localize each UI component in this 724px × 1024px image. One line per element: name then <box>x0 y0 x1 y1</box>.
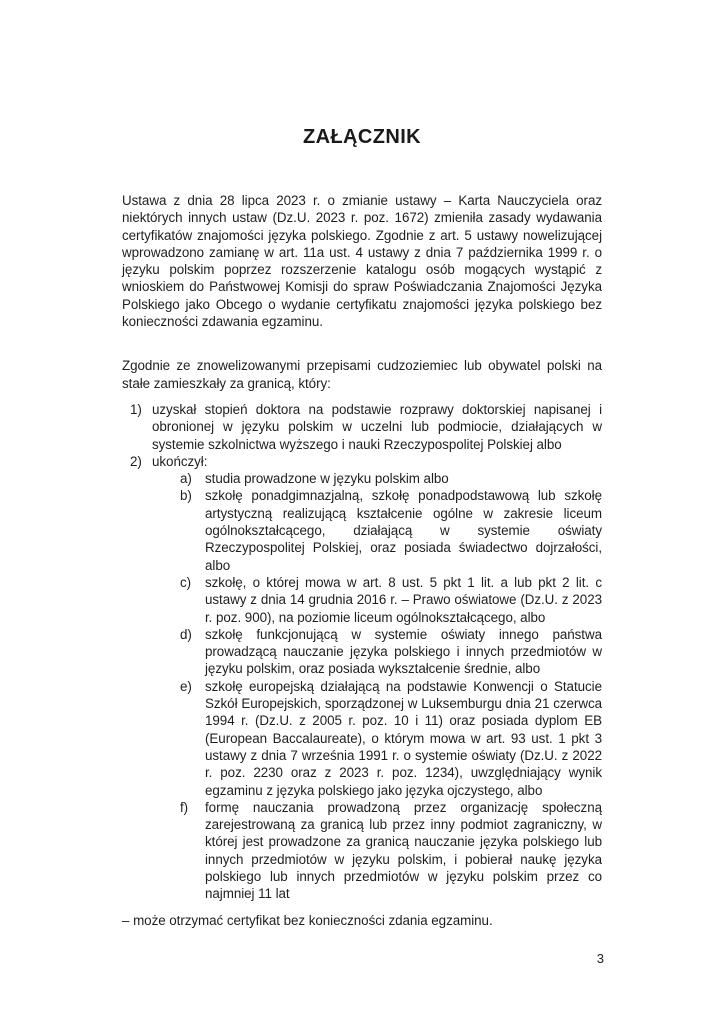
list-subitem-b-marker: b) <box>180 488 192 504</box>
list-subitem-e <box>122 678 602 799</box>
list-subitem-b-text: szkołę ponadgimnazjalną, szkołę ponadpodstawową lub szkołę artystyczną realizującą kształcenie ogólne w zakresie liceum ogólnokształcącego, działającą w systemie oświaty Rzeczypospolitej Polskiej, oraz posiada świadectwo dojrzałości, albo <box>205 488 602 573</box>
list-subitem-e-marker: e) <box>180 678 192 694</box>
list-subitem-c-text: szkołę, o której mowa w art. 8 ust. 5 pkt 1 lit. a lub pkt 2 lit. c ustawy z dnia 14 grudnia 2016 r. – Prawo oświatowe (Dz.U. z 2023 r. poz. 900), na poziomie liceum ogólnokształcącego, albo <box>205 574 602 625</box>
numbered-list <box>122 401 602 903</box>
list-subitem-a <box>122 470 602 487</box>
list-item-2 <box>122 453 602 470</box>
list-subitem-c <box>122 574 602 626</box>
list-item-1-text: uzyskał stopień doktora na podstawie rozprawy doktorskiej napisanej i obronionej w języku polskim w uczelni lub podmiocie, działających w systemie szkolnictwa wyższego i nauki Rzeczypospolitej Polskiej albo <box>152 401 602 452</box>
list-subitem-c-marker: c) <box>180 574 192 590</box>
list-subitem-f <box>122 799 602 903</box>
list-subitem-d-marker: d) <box>180 626 192 642</box>
paragraph-lead: Zgodnie ze znowelizowanymi przepisami cudzoziemiec lub obywatel polski na stałe zamieszkały za granicą, który: <box>122 358 602 391</box>
list-subitem-d <box>122 626 602 678</box>
paragraph-intro: Ustawa z dnia 28 lipca 2023 r. o zmianie ustawy – Karta Nauczyciela oraz niektórych innych ustaw (Dz.U. 2023 r. poz. 1672) zmieniła zasady wydawania certyfikatów znajomości języka polskiego. Zgodnie z art. 5 ustawy nowelizującej wprowadzono zamianę w art. 11a ust. 4 ustawy z dnia 7 października 1999 r. o języku polskim poprzez rozszerzenie katalogu osób mogących wystąpić z wnioskiem do Państwowej Komisji do spraw Poświadczania Znajomości Języka Polskiego jako Obcego o wydanie certyfikatu znajomości języka polskiego bez konieczności zdawania egzaminu. <box>122 193 602 330</box>
list-subitem-f-text: formę nauczania prowadzoną przez organizację społeczną zarejestrowaną za granicą lub przez inny podmiot zagraniczny, w której jest prowadzone za granicą nauczanie języka polskiego lub innych przedmiotów w języku polskim, i pobierał naukę języka polskiego lub innych przedmiotów w języku polskim przez co najmniej 11 lat <box>205 799 602 902</box>
page-number: 3 <box>596 951 604 966</box>
list-item-1-marker: 1) <box>130 401 142 417</box>
document-title: ZAŁĄCZNIK <box>302 126 422 148</box>
paragraph-closing: – może otrzymać certyfikat bez konieczności zdania egzaminu. <box>122 912 493 928</box>
list-item-2-marker: 2) <box>130 453 142 469</box>
list-subitem-a-marker: a) <box>180 471 192 487</box>
list-item-2-text: ukończył: <box>152 453 208 469</box>
list-subitem-a-text: studia prowadzone w języku polskim albo <box>205 471 449 487</box>
list-subitem-e-text: szkołę europejską działającą na podstawie Konwencji o Statucie Szkół Europejskich, sporządzonej w Luksemburgu dnia 21 czerwca 1994 r. (Dz.U. z 2005 r. poz. 10 i 11) oraz posiada dyplom EB (European Baccalaureate), o którym mowa w art. 93 ust. 1 pkt 3 ustawy z dnia 7 września 1991 r. o systemie oświaty (Dz.U. z 2022 r. poz. 2230 oraz z 2023 r. poz. 1234), uwzględniający wynik egzaminu z języka polskiego jako języka ojczystego, albo <box>205 678 602 798</box>
document-content <box>122 126 602 929</box>
list-subitem-d-text: szkołę funkcjonującą w systemie oświaty innego państwa prowadzącą nauczanie języka polskiego i innych przedmiotów w języku polskim, oraz posiada wykształcenie średnie, albo <box>205 626 602 677</box>
list-subitem-f-marker: f) <box>180 799 189 815</box>
list-subitem-b <box>122 487 602 573</box>
list-item-1 <box>122 401 602 453</box>
